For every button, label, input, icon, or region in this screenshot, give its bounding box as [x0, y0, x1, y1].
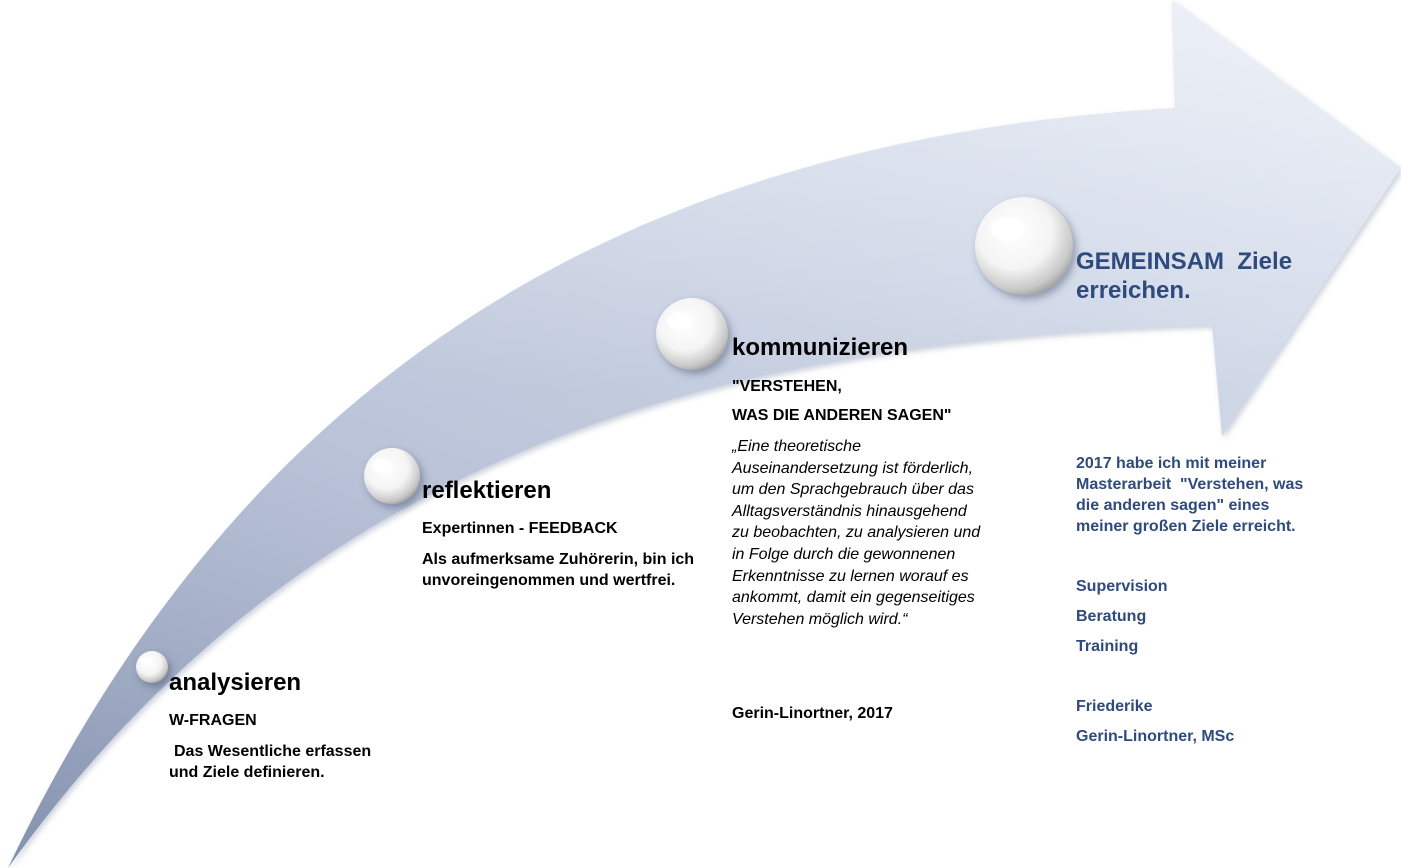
- step-analysieren-title: analysieren: [169, 669, 302, 696]
- step-kommunizieren-subtitle-line2: WAS DIE ANDEREN SAGEN": [732, 407, 952, 424]
- sphere-marker-4: [975, 197, 1073, 295]
- goal-info: 2017 habe ich mit meiner Masterarbeit "Verstehen, was die anderen sagen" eines meiner großen Ziele erreicht.: [1076, 455, 1308, 535]
- goal-title-line2: erreichen.: [1076, 277, 1191, 304]
- service-beratung: Beratung: [1076, 608, 1147, 625]
- step-reflektieren-body: Als aufmerksame Zuhörerin, bin ich unvoreingenommen und wertfrei.: [422, 551, 695, 589]
- step-analysieren-body: Das Wesentliche erfassen und Ziele definieren.: [169, 743, 372, 781]
- quote-source: Gerin-Linortner, 2017: [732, 705, 893, 722]
- step-kommunizieren-subtitle-line1: "VERSTEHEN,: [732, 378, 842, 395]
- step-reflektieren-subtitle: Expertinnen - FEEDBACK: [422, 520, 618, 537]
- goal-title-line1: GEMEINSAM Ziele: [1076, 248, 1293, 275]
- step-reflektieren-title: reflektieren: [422, 477, 552, 504]
- sphere-marker-1: [136, 651, 168, 683]
- step-kommunizieren-title: kommunizieren: [732, 334, 909, 361]
- service-supervision: Supervision: [1076, 578, 1168, 595]
- sphere-marker-2: [364, 448, 420, 504]
- sphere-marker-3: [656, 298, 728, 370]
- author-name-line1: Friederike: [1076, 698, 1153, 715]
- step-analysieren-subtitle: W-FRAGEN: [169, 712, 257, 729]
- step-kommunizieren-quote: „Eine theoretische Auseinandersetzung ist förderlich, um den Sprachgebrauch über das Alltagsverständnis hinausgehend zu beobachten, zu analysieren und in Folge durch die gewonnenen Erkenntnisse zu lernen worauf es ankommt, damit ein gegenseitiges Verstehen möglich wird.“: [732, 438, 981, 628]
- author-name-line2: Gerin-Linortner, MSc: [1076, 728, 1235, 745]
- service-training: Training: [1076, 638, 1139, 655]
